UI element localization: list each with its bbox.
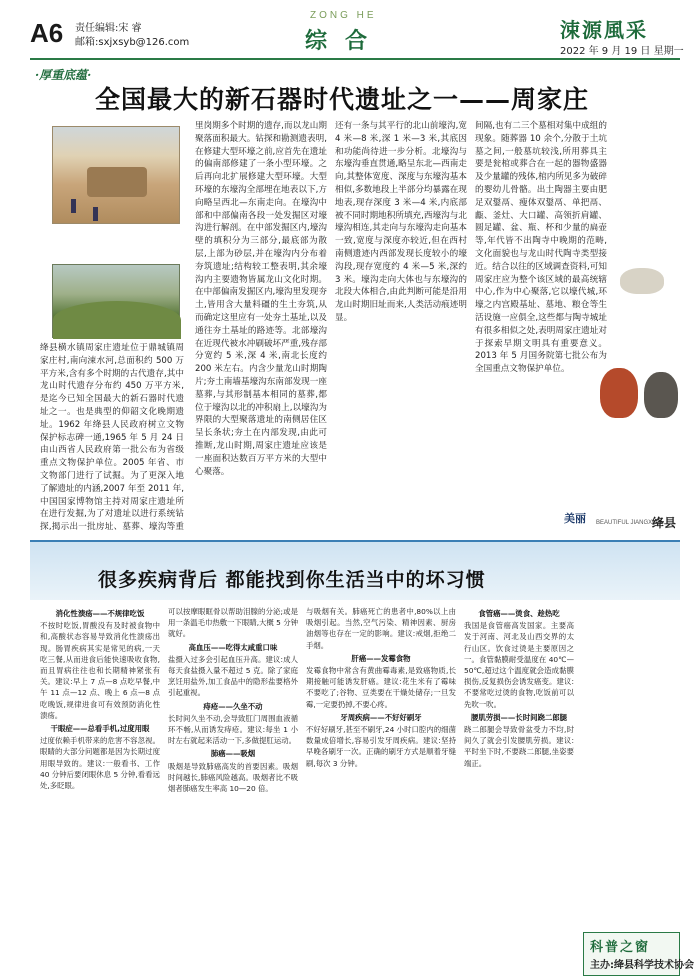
health-paragraph: 过度依赖手机带来的危害不容忽视。眼睛的大部分问题都是因为长期过度用眼导致的。建议:一般看书、工作 40 分钟后要闭眼休息 5 分钟,看看远处,多眨眼。	[40, 736, 160, 791]
pottery-image	[620, 268, 664, 294]
health-subheading: 牙周疾病——不好好刷牙	[340, 712, 422, 722]
masthead-divider	[30, 58, 680, 60]
person-figure	[71, 199, 76, 213]
story-column-2: 里岗期多个时期的遗存,而以龙山期聚落面积最大。钻探和勘测遗表明,在修建大型环壕之前,应首先在遗址的偏南部修建了一条小型环壕。之后再向北扩展修建大型环壕。大型环壕的东壕沟全部埋在地表以下,方向略呈西北—东南走向。在壕沟中部和中部偏南各段一处发掘区对壕沟进行解剖。在中部发掘区内,壕沟壁的填积分为三部分,最底部为散层,上部为砂层,并在壕沟内分布着夯筑遗址;结构较工整表明,其余壕沟内主要遗物皆属龙山文化时期。在中部偏南发掘区内,壕沟里发现夯土,皆用含大量料礓的生土夯筑,从而确定这里应有一处夯土基址,以及通往夯土基址的路迹等。北部壕沟在近现代被水冲刷破坏严重,残存部分宽约 5 米,深 4 米,南北长度约 200 米左右。内含少量龙山时期陶片;夯土南墙基壕沟东南部发现一座墓葬,与其形制基本相同的墓葬,都位于壕沟以北的冲积扇上,以壕沟为界限的大型聚落遗址的南侧居住区呈长条状;夯土在内部发现,由此可推断,龙山时期,周家庄遗址应该是一座面积达数百万平方米的大型中心聚落。	[195, 121, 327, 477]
science-corner-host: 主办:绛县科学技术协会	[590, 960, 694, 971]
science-corner-title: 科普之窗	[590, 940, 651, 955]
health-paragraph: 不好好刷牙,甚至不刷牙,24 小时口腔内的细菌数量成倍增长,容易引发牙周疾病。建议:坚持早晚各刷牙一次。正确的刷牙方式是顺着牙缝刷,每次 3 分钟。	[306, 725, 456, 768]
health-paragraph: 我国是食管癌高发国家。主要高发于河南、河北及山西交界的太行山区。饮食过烫是主要原因之一。食管黏膜耐受温度在 40℃—50℃,超过这个温度就会造成黏膜损伤,反复损伤会诱发癌变。建议:不要常吃过烫的食物,吃饭前可以先吹一吹。	[464, 621, 574, 709]
pottery-image	[600, 368, 638, 418]
health-column-3	[306, 606, 456, 976]
page-number: A6	[30, 18, 64, 48]
health-subheading: 干眼症——总看手机,过度用眼	[50, 724, 150, 734]
health-paragraph: 与吸烟有关。肺癌死亡的患者中,80%以上由吸烟引起。当然,空气污染、精神因素、厨房油烟等也存在一定的影响。建议:戒烟,拒绝二手烟。	[306, 607, 456, 650]
editor-name: 责任编辑:宋 睿	[75, 23, 142, 34]
landscape-photo	[52, 264, 180, 338]
hill-shape	[53, 301, 181, 339]
health-paragraph: 跷二郎腿会导致骨盆受力不均,时间久了就会引发腰肌劳损。建议:平时坐下时,不要跷二郎腿,坐姿要端正。	[464, 725, 574, 768]
story-column-3: 还有一条与其平行的北山前壕沟,宽 4 米—8 米,深 1 米—3 米,其底因和功能尚待进一步分析。北壕沟与东壕沟垂直贯通,略呈东北—西南走向,其整体宽度、深度与东壕沟基本相似,多数地段上半部分均暴露在现地表,现存深度 3 米—4 米,内底部被不同时期地积所填充,西壕沟与北壕沟相连,其走向与东壕沟走向基本一致,宽度与深度亦较近,但在西村南侧遗迹内西部发现长度较小的壕沟段,现存宽度约 4 米—5 米,深约 3 米。壕沟走向大体也与东壕沟的北段大体相合,由此判断可能是沿用龙山时期旧址而来,人类活动痕迹明显。	[335, 121, 467, 323]
health-column-2	[168, 606, 298, 976]
byline-place: 绛县	[652, 516, 677, 530]
health-paragraph: 发霉食物中常含有黄曲霉毒素,是致癌物质,长期接触可能诱发肝癌。建议:花生米有了霉味不要吃了;谷物、豆类要在干燥处储存;一旦发霉,一定要扔掉,不要心疼。	[306, 666, 456, 709]
health-column-1	[40, 606, 160, 926]
health-paragraph: 不按时吃饭,胃酸没有及时被食物中和,高酸状态容易导致消化性溃疡出现。肠胃疾病其实是常见的病,一天吃三餐,从而进食后能快速吸收食物,而且胃病往往也和长期精神紧张有关。建议:早上 7 点—8 点吃早餐,中午 11 点—12 点、晚上 6 点—8 点吃晚饭,规律进食可有效预防消化性溃疡。	[40, 621, 160, 720]
issue-date: 2022 年 9 月 19 日 星期一	[560, 46, 684, 57]
story-headline: 全国最大的新石器时代遗址之一——周家庄	[95, 85, 590, 114]
person-figure	[93, 207, 98, 221]
health-paragraph: 盐摄入过多会引起血压升高。建议:成人每天食盐摄入量不超过 5 克。除了家庭烹饪用盐外,加工食品中的隐形盐要格外引起重视。	[168, 654, 298, 698]
health-subheading: 肺癌——吸烟	[210, 749, 256, 759]
health-subheading: 腰肌劳损——长时间跷二郎腿	[470, 712, 568, 722]
health-headline: 很多疾病背后 都能找到你生活当中的坏习惯	[98, 569, 486, 591]
health-paragraph: 可以按摩眼眶骨以帮助泪腺的分泌;或是用一条温毛巾热敷一下眼睛,大概 5 分钟就好。	[168, 607, 298, 639]
health-subheading: 高血压——吃得太咸重口味	[188, 642, 278, 652]
health-subheading: 食管癌——烫食、趁热吃	[478, 609, 560, 618]
health-paragraph: 吸烟是导致肺癌高发的首要因素。吸烟时间越长,肺癌风险越高。吸烟者比不吸烟者肺癌发生率高 10—20 倍。	[168, 761, 298, 794]
story-column-1: 绛县横水镇周家庄遗址位于鼎城镇周家庄村,南向涑水河,总面积约 500 万平方米,含有多个时期的古代遗存,其中龙山时代遗存分布约 450 万平方米,是迄今已知全国最大的新石器时代遗址之一。也是典型的仰韶文化晚期遗址。1962 年绛县人民政府树立文物保护标志碑一通,1965 年 5 月 24 日由山西省人民政府第一批公布为省级重点文物保护单位。2005 年省、市文物部门进行了试掘。为了更深入地了解遗址的内涵,2007 年至 2011 年,中国国家博物馆主持对周家庄遗址所在进行发掘,为了对遗址以进行系统钻探,揭示出一批房址、墓葬、壕沟等重	[40, 343, 184, 532]
byline-logo: 美丽	[564, 512, 586, 525]
health-subheading: 肝癌——发霉食物	[351, 653, 411, 663]
masthead	[0, 0, 700, 62]
story-column-4: 间隔,也有二三个墓相对集中成组的现象。随葬器 10 余个,分散于土坑墓之间,一般墓坑较浅,所用葬具主要是瓮棺或葬合在一起的器物盛器及少量罐的残体,棺内所见多为破碎的婴幼儿骨骼。出土陶器主要由肥足双鋬鬲、瘦体双鋬鬲、单把鬲、甗、釜灶、大口罐、高领折肩罐、圆足罐、盆、瓶、杯和少量的扁壶等,年代皆不出陶寺中晚期的范畴,文化面貌也与龙山时代陶寺类型接近。结合以往的区域调查资料,可知周家庄应为整个该区域的最高统辖中心,作为中心聚落,它以壕代城,环壕之内宫殿基址、墓地、粮仓等生活设施一应俱全,这些都与陶寺城址有很多相似之处,表明周家庄遗址对于探索早期文明具有重要意义。2013 年 5 月国务院第七批公布为全国重点文物保护单位。	[475, 121, 607, 375]
pottery-image	[644, 372, 678, 418]
health-subheading: 消化性溃疡——不规律吃饭	[55, 609, 145, 618]
editor-info	[75, 22, 189, 50]
excavation-photo	[52, 126, 180, 224]
section-name-cn: 综合	[305, 28, 386, 54]
editor-email: 邮箱:sxjxsyb@126.com	[75, 37, 190, 48]
story-kicker: ·厚重底蕴·	[35, 68, 92, 82]
health-subheading: 痔疮——久坐不动	[203, 701, 263, 711]
section-name-en: ZONG HE	[310, 10, 377, 21]
byline-logo-en: BEAUTIFUL JIANGXIAN	[596, 520, 663, 526]
health-paragraph: 长时间久坐不动,会导致肛门周围血液循环不畅,从而诱发痔疮。建议:每坐 1 小时左右就起来活动一下,多做提肛运动。	[168, 713, 298, 746]
trench-shape	[87, 167, 147, 197]
newspaper-brand: 涑源風采	[560, 18, 648, 42]
health-column-4	[464, 606, 574, 976]
